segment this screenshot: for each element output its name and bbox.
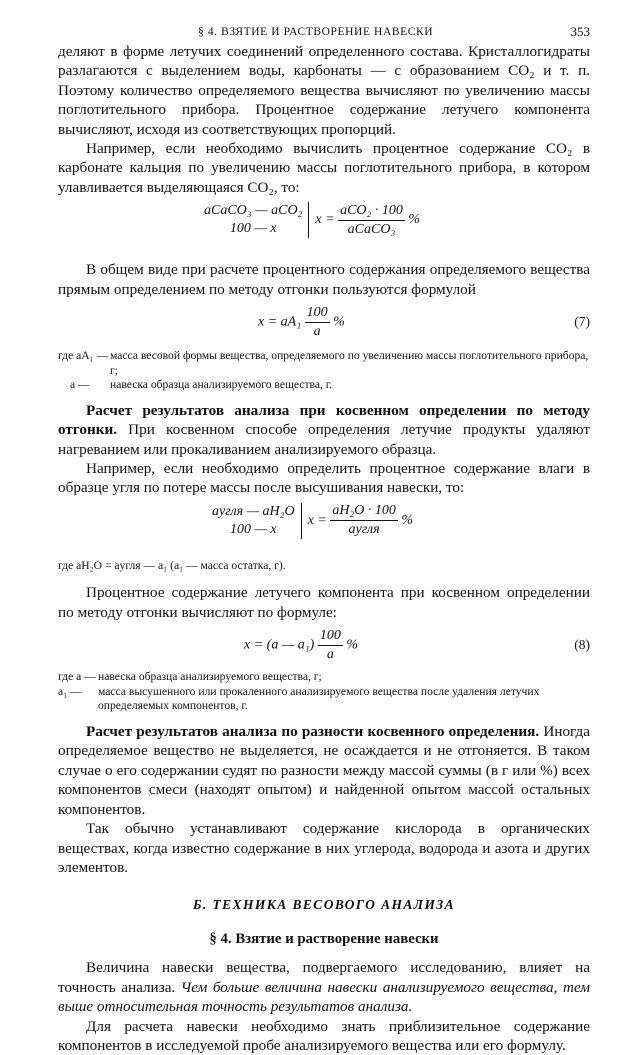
legend-formula-7: где aA₁ — масса весовой формы вещества, определяемого по увеличению массы поглотительного прибора, г; a — навеска образца анализируемого вещества, г. [58, 349, 589, 392]
page-number: 353 [570, 24, 590, 39]
formula-co2-condition: aCaCO₃ — aCO₂ 100 — x [204, 202, 309, 238]
paragraph-sample-size: Величина навески вещества, подвергаемого исследованию, влияет на точность анализа. Чем больше величина навески анализируемого вещества, тем выше относительная точность результатов анализа. [58, 959, 590, 1016]
formula-co2: aCaCO₃ — aCO₂ 100 — x x = $\frac{\text{aCO₂ · 100}}{\text{aCaCO₃}}$ % [204, 202, 421, 237]
section-heading-4: § 4. Взятие и растворение навески [209, 931, 439, 948]
paragraph-calculation: Для расчета навески необходимо знать приблизительное содержание компонентов в исследуемой пробе анализируемого вещества или его формулу. [58, 1017, 590, 1054]
header-title: § 4. ВЗЯТИЕ И РАСТВОРЕНИЕ НАВЕСКИ [198, 26, 434, 38]
moisture-where: где aH₂O = aугля — a₁ (a₁ — масса остатка, г). [58, 558, 286, 572]
legend-formula-8: где a — навеска образца анализируемого вещества, г; a₁ — масса высушенного или прокаленного анализируемого вещества после удаления летучих определяемых компонентов, г. [58, 670, 540, 713]
paragraph-indirect: Расчет результатов анализа при косвенном определении по методу отгонки. При косвенном способе определения летучие продукты удаляют нагреванием или прокаливанием анализируемого образца. [58, 401, 590, 458]
formula-7: x = aA₁ $\frac{100}{a}$ % (7) [258, 305, 590, 340]
paragraph-co2-example: Например, если необходимо вычислить процентное содержание CO₂ в карбонате кальция по увеличению массы поглотительного прибора, в котором улавливается выделяющаяся CO₂, то: [58, 140, 590, 196]
paragraph-indirect-formula: Процентное содержание летучего компонента при косвенном определении по методу отгонки вычисляют по формуле: [58, 584, 590, 621]
running-header [58, 22, 590, 42]
paragraph-oxygen: Так обычно устанавливают содержание кислорода в органических веществах, когда известно содержание в них углерода, водорода и азота и других элементов. [58, 820, 590, 876]
formula-8: x = (a — a₁) $\frac{100}{a}$ % (8) [244, 628, 590, 663]
book-page [58, 22, 590, 1055]
paragraph-coal-example: Например, если необходимо определить процентное содержание влаги в образце угля по потере массы после высушивания навески, то: [58, 460, 590, 497]
paragraph-continued: деляют в форме летучих соединений определенного состава. Кристаллогидраты разлагаются с выделением воды, карбонаты — с образованием CO₂ и т. п. Поэтому количество определяемого вещества вычисляют по увеличению массы поглотительного прибора. Процентное содержание летучего компонента вычисляют, исходя из соответствующих пропорций. [58, 43, 590, 138]
equation-number-7: (7) [574, 314, 590, 330]
paragraph-general-formula: В общем виде при расчете процентного содержания определяемого вещества прямым определением по методу отгонки пользуются формулой [58, 261, 590, 298]
equation-number-8: (8) [574, 637, 590, 653]
formula-co2-fraction: $\frac{\text{aCO₂ · 100}}{\text{aCaCO₃}}$ [340, 202, 403, 237]
paragraph-difference: Расчет результатов анализа по разности косвенного определения. Иногда определяемое вещество не выделяется, не осаждается и не отгоняется. В таком случае о его содержании судят по разности между массой суммы (в г или %) всех компонентов смеси (находят опытом) и найденной опытом массой остальных компонентов. [58, 723, 590, 818]
formula-moisture: aугля — aH₂O 100 — x x = $\frac{\text{aH₂O · 100}}{\text{aугля}}$ % [212, 503, 414, 538]
section-heading-b: Б. ТЕХНИКА ВЕСОВОГО АНАЛИЗА [192, 897, 456, 913]
